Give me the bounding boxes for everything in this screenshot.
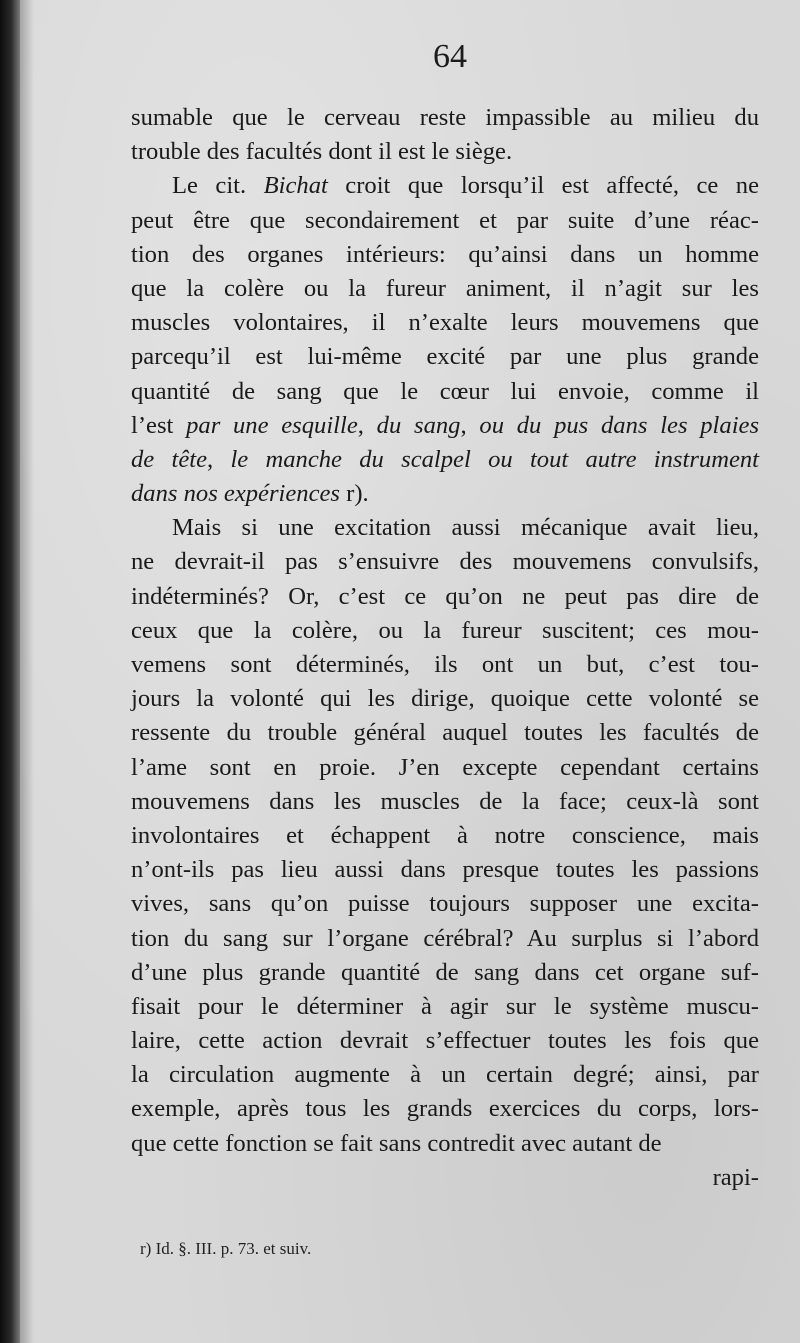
text-run: r). [340, 480, 369, 508]
text-run: parcequ’il est lui-même excité par une plus grande [131, 343, 759, 371]
text-line [131, 648, 759, 682]
text-run: la circulation augmente à un certain degré; ainsi, par [131, 1061, 759, 1089]
text-run: ne devrait-il pas s’ensuivre des mouvemens convulsifs, [131, 548, 759, 576]
text-run: l’est [131, 411, 187, 439]
italic-text: par une esquille [186, 411, 358, 439]
text-line [131, 545, 759, 579]
text-run: , [460, 411, 480, 439]
text-line [131, 1024, 759, 1058]
text-run: , [207, 445, 231, 473]
text-line [131, 853, 759, 887]
italic-text: du sang [376, 411, 461, 439]
text-line [131, 375, 759, 409]
text-line [131, 922, 759, 956]
text-line [131, 1092, 759, 1126]
footnote: r) Id. §. III. p. 73. et suiv. [140, 1239, 312, 1258]
catchword: rapi- [712, 1163, 759, 1191]
text-line [131, 135, 759, 169]
body-text [131, 101, 759, 1195]
text-line [131, 272, 759, 306]
text-line [131, 614, 759, 648]
text-run: muscles volontaires, il n’exalte leurs mouvemens que [131, 309, 759, 337]
text-line [131, 956, 759, 990]
italic-text: le manche du scalpel ou tout autre instrument [230, 445, 759, 473]
text-run: Le cit. [172, 172, 264, 200]
text-line [131, 819, 759, 853]
text-run: peut être que secondairement et par suite d’une réac- [131, 206, 759, 234]
italic-text: dans nos expériences [131, 480, 340, 508]
text-run: croit que lorsqu’il est affecté, ce ne [327, 172, 760, 200]
text-line [131, 306, 759, 340]
text-line [131, 340, 759, 374]
page-number: 64 [433, 38, 467, 75]
text-run: vives, sans qu’on puisse toujours supposer une excita- [131, 890, 759, 918]
text-run: sumable que le cerveau reste impassible au milieu du [131, 104, 759, 131]
text-line [131, 1127, 759, 1161]
text-line [131, 751, 759, 785]
text-line [131, 785, 759, 819]
text-run: que la colère ou la fureur animent, il n’agit sur les [131, 274, 759, 302]
text-run: mouvemens dans les muscles de la face; ceux-là sont [131, 787, 759, 815]
text-run: indéterminés? Or, c’est ce qu’on ne peut pas dire de [131, 582, 759, 610]
text-run: d’une plus grande quantité de sang dans cet organe suf- [131, 958, 759, 986]
text-run: fisait pour le déterminer à agir sur le système muscu- [131, 992, 759, 1020]
paragraph [131, 101, 759, 169]
text-line [131, 204, 759, 238]
text-run: involontaires et échappent à notre conscience, mais [131, 821, 759, 849]
book-spine-edge [0, 0, 20, 1343]
text-run: , [357, 411, 377, 439]
italic-text: Bichat [263, 172, 328, 200]
text-run: quantité de sang que le cœur lui envoie, comme il [131, 377, 759, 405]
text-line [131, 682, 759, 716]
text-line [131, 101, 759, 135]
text-run: vemens sont déterminés, ils ont un but, c’est tou- [131, 651, 759, 678]
text-line [131, 443, 759, 477]
text-run: tion des organes intérieurs: qu’ainsi dans un homme [131, 240, 759, 268]
text-line [131, 238, 759, 272]
gutter-shadow [20, 0, 34, 1343]
text-line [131, 887, 759, 921]
text-line [131, 409, 759, 443]
text-run: l’ame sont en proie. J’en excepte cependant certains [131, 753, 759, 781]
paragraph [131, 169, 759, 511]
italic-text: de tête [131, 445, 207, 473]
text-run: que cette fonction se fait sans contredit avec autant de [131, 1129, 662, 1157]
text-run: n’ont-ils pas lieu aussi dans presque toutes les passions [131, 856, 759, 884]
text-run: Mais si une excitation aussi mécanique avait lieu, [172, 514, 759, 542]
text-run: tion du sang sur l’organe cérébral? Au surplus si l’abord [131, 924, 759, 952]
italic-text: ou du pus dans les plaies [479, 411, 760, 439]
text-line [131, 990, 759, 1024]
text-line [131, 716, 759, 750]
text-run: trouble des facultés dont il est le siège. [131, 138, 513, 166]
text-line [131, 477, 759, 511]
text-line [131, 511, 759, 545]
text-run: laire, cette action devrait s’effectuer toutes les fois que [131, 1027, 759, 1055]
text-run: ceux que la colère, ou la fureur suscitent; ces mou- [131, 616, 759, 644]
text-run: jours la volonté qui les dirige, quoique cette volonté se [131, 685, 759, 713]
text-line [131, 1058, 759, 1092]
text-run: ressente du trouble général auquel toutes les facultés de [131, 719, 759, 747]
text-line [131, 169, 759, 203]
text-line [131, 580, 759, 614]
text-run: exemple, après tous les grands exercices du corps, lors- [131, 1095, 759, 1123]
paragraph [131, 511, 759, 1161]
